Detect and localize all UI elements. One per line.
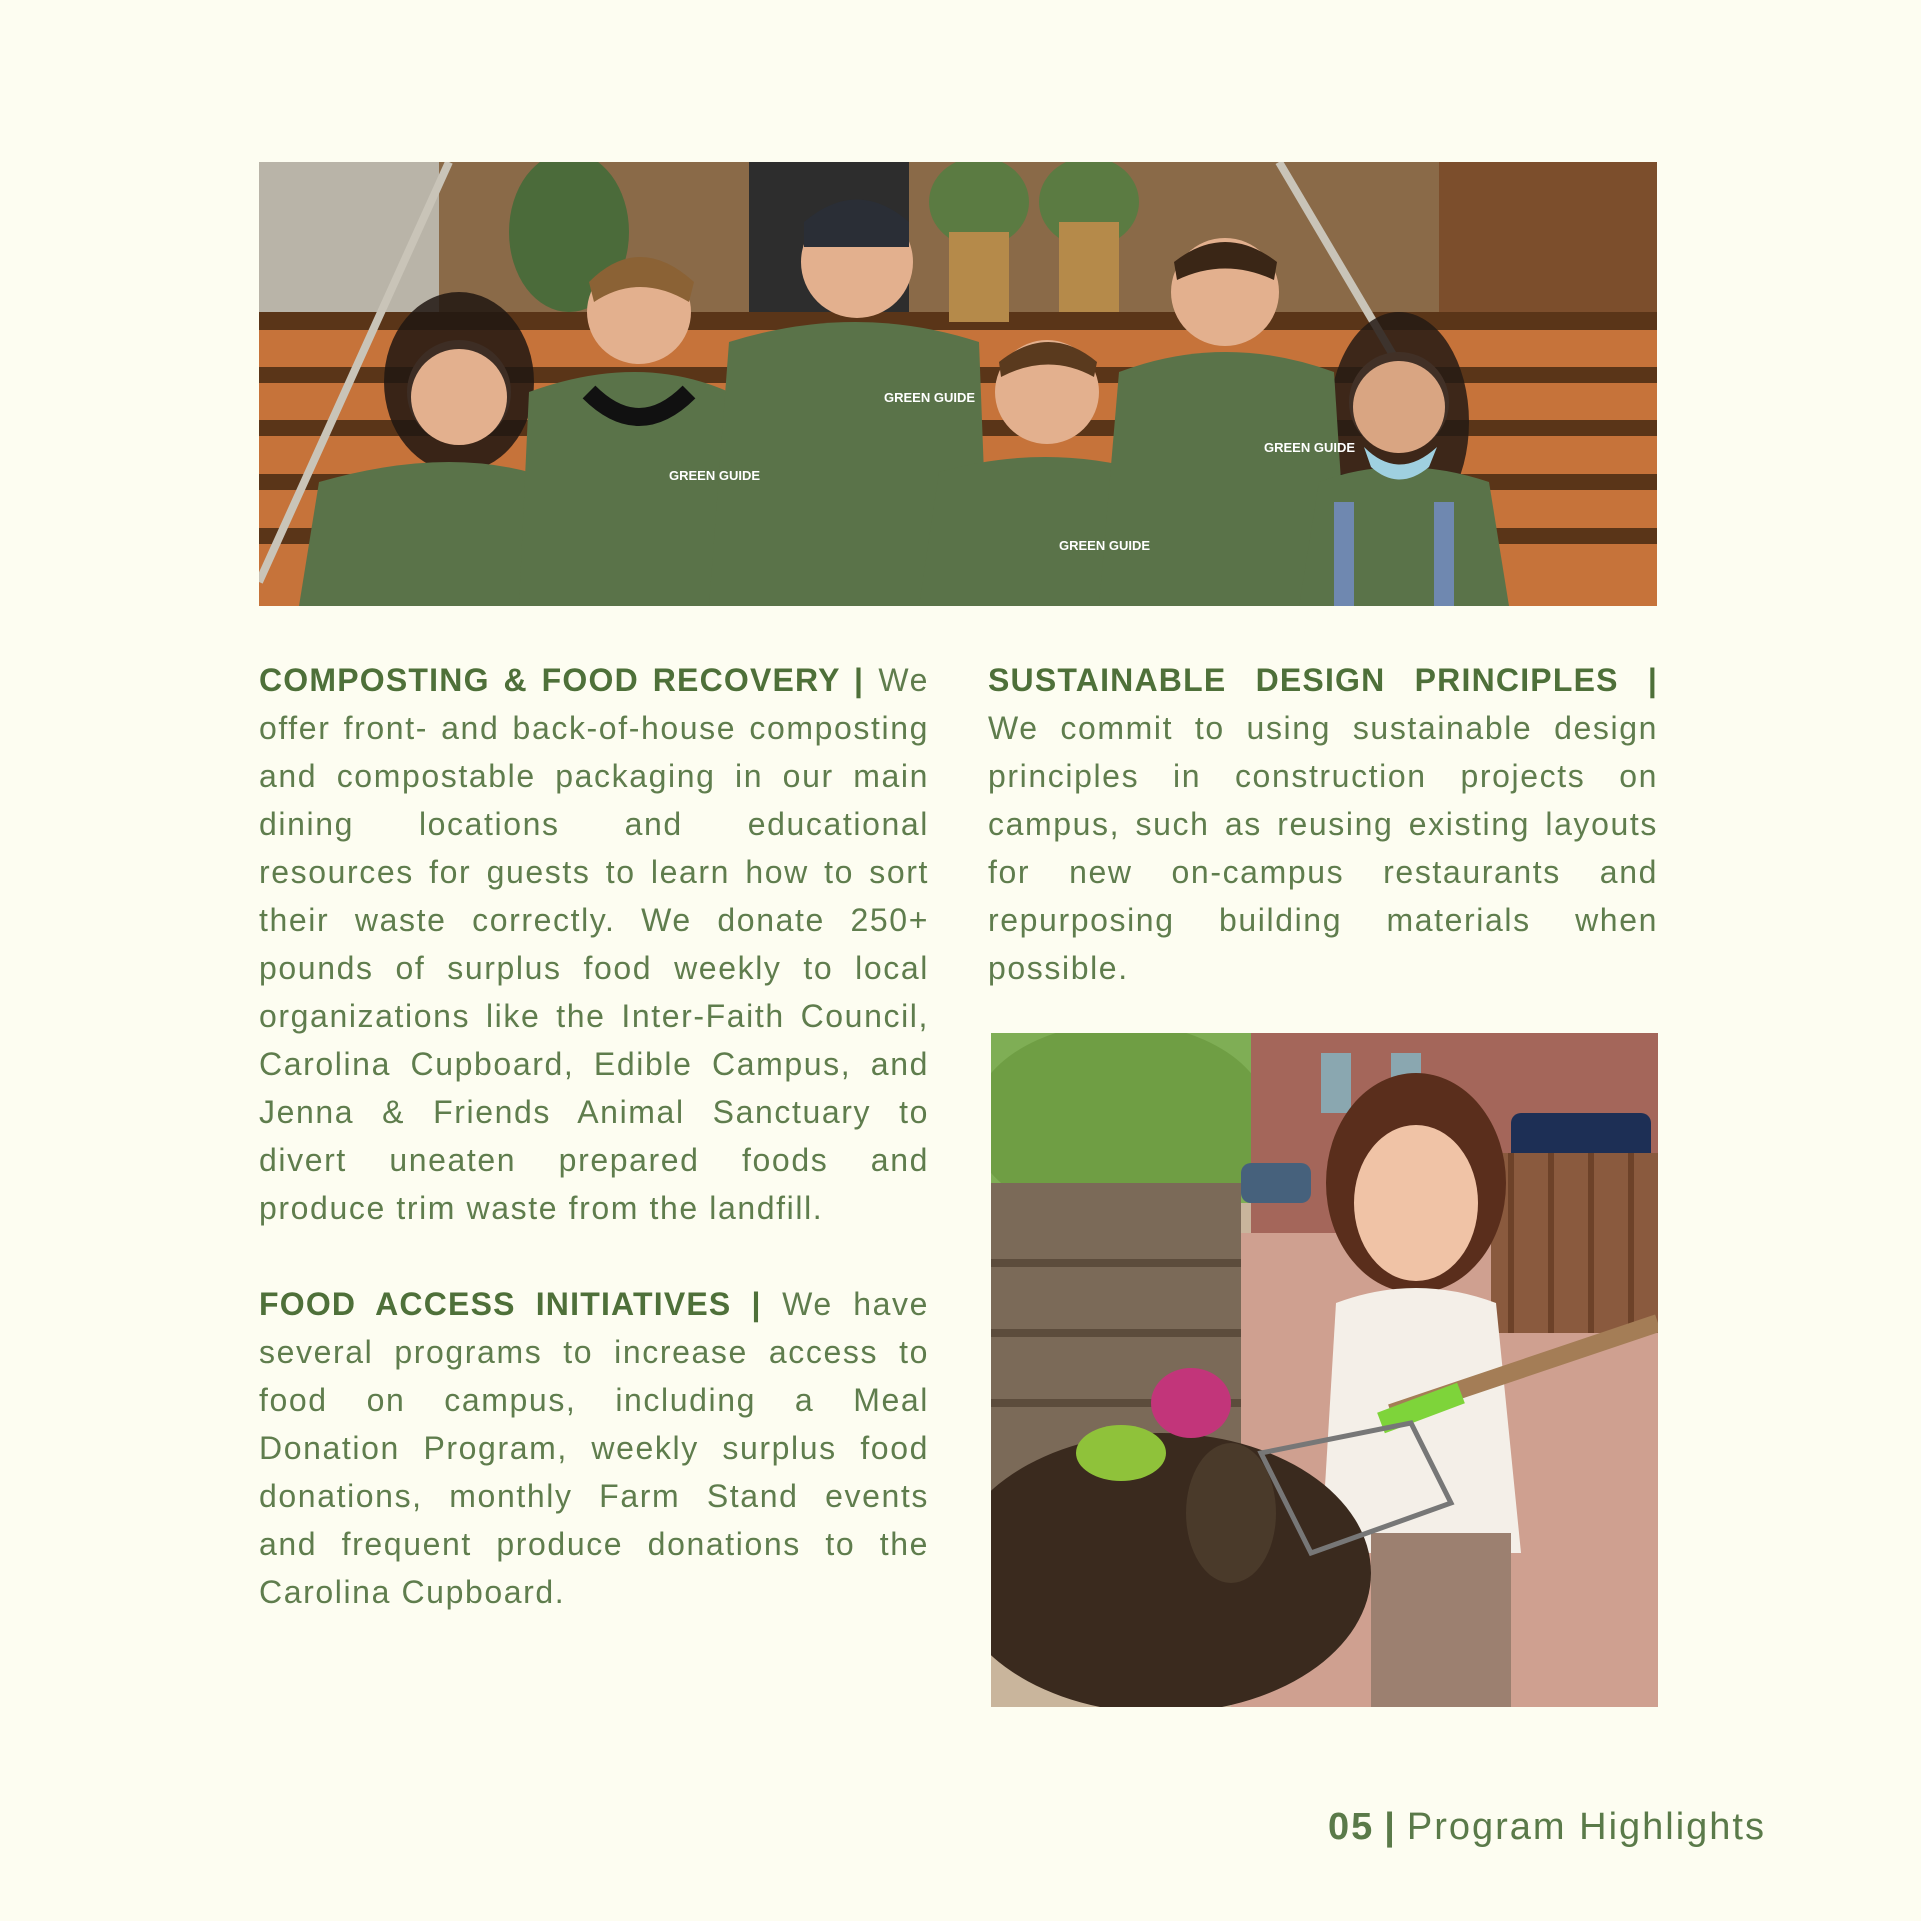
compost-photo (991, 1033, 1658, 1707)
sustainable-design-heading: SUSTAINABLE DESIGN PRINCIPLES | (988, 662, 1658, 698)
food-access-section (259, 1280, 929, 1616)
shirt-logo: GREEN GUIDE (669, 468, 761, 483)
shirt-logo: GREEN GUIDE (1059, 538, 1151, 553)
food-access-heading: FOOD ACCESS INITIATIVES | (259, 1286, 762, 1322)
sustainable-design-body: We commit to using sustainable design principles in construction projects on campus, such as reusing existing layouts for new on-campus restaurants and repurposing building materials when possible. (988, 710, 1658, 986)
composting-body: We offer front- and back-of-house composting and compostable packaging in our main dining locations and educational resources for guests to learn how to sort their waste correctly. We donate 250+ pounds of surplus food weekly to local organizations like the Inter-Faith Council, Carolina Cupboard, Edible Campus, and Jenna & Friends Animal Sanctuary to divert uneaten prepared foods and produce trim waste from the landfill. (259, 662, 929, 1226)
composting-heading: COMPOSTING & FOOD RECOVERY | (259, 662, 865, 698)
page-number: 05 (1327, 1806, 1375, 1848)
compost-photo-illustration (991, 1033, 1658, 1707)
left-column (259, 656, 929, 1616)
page-footer (1328, 1806, 1766, 1849)
team-photo-illustration (259, 162, 1657, 606)
team-photo (259, 162, 1657, 606)
right-column (988, 656, 1658, 992)
shirt-logo: GREEN GUIDE (884, 390, 976, 405)
shirt-logo: GREEN GUIDE (1264, 440, 1356, 455)
food-access-body: We have several programs to increase access to food on campus, including a Meal Donation Program, weekly surplus food donations, monthly Farm Stand events and frequent produce donations to the Carolina Cupboard. (259, 1286, 930, 1610)
sustainable-design-section (988, 656, 1658, 992)
section-title: Program Highlights (1406, 1806, 1766, 1848)
composting-section (259, 656, 929, 1232)
footer-separator: | (1384, 1806, 1397, 1848)
